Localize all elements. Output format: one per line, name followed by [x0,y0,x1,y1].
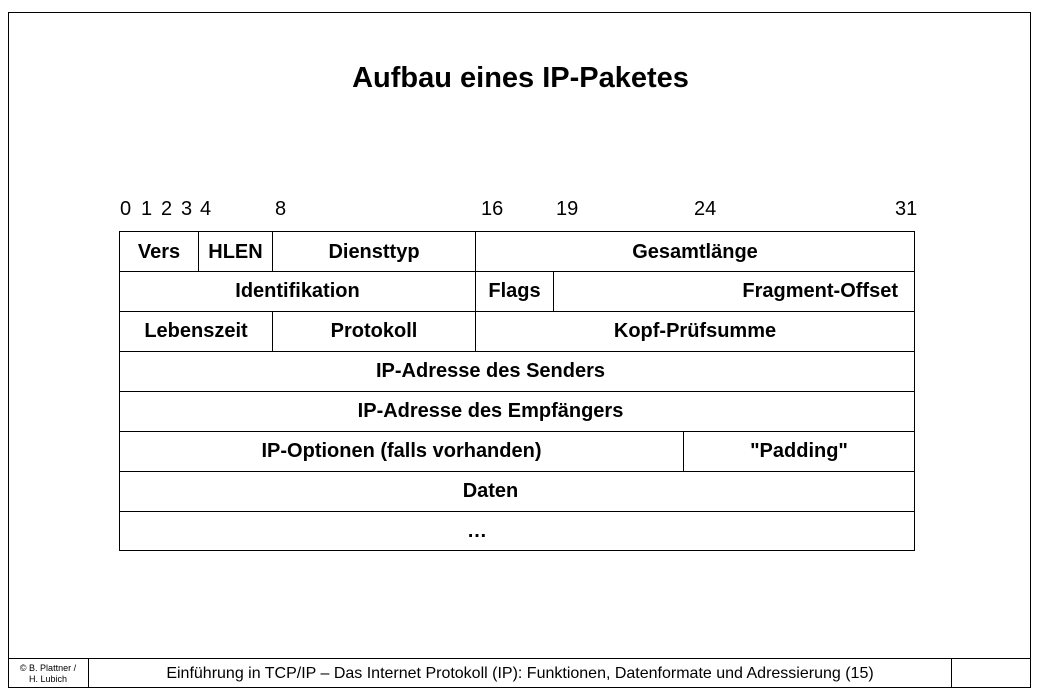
field-options: IP-Optionen (falls vorhanden) [261,440,542,462]
header-row-ttl [120,311,914,351]
field-service-type: Diensttyp [272,232,475,272]
copyright-line: H. Lubich [28,673,68,684]
field-ttl: Lebenszeit [144,320,248,342]
field-hlen: HLEN [198,232,272,272]
header-row-destination [120,391,914,431]
header-row-ellipsis [120,511,914,551]
header-row-data [120,471,914,511]
field-ellipsis: … [467,520,487,542]
field-fragment-offset: Fragment-Offset [553,272,914,311]
field-data: Daten [462,480,519,502]
field-identification: Identifikation [235,280,360,302]
field-source-address: IP-Adresse des Senders [376,360,605,382]
header-row-source [120,351,914,391]
field-protocol: Protokoll [272,312,475,351]
field-destination-address: IP-Adresse des Empfängers [357,400,624,422]
bit-number: 3 [181,198,193,220]
header-row-version [120,232,914,272]
field-padding: "Padding" [683,432,914,471]
bit-number: 19 [556,198,579,220]
copyright-line: © B. Plattner / [19,662,77,673]
header-row-identification [120,271,914,311]
course-title: Einführung in TCP/IP – Das Internet Protokoll (IP): Funktionen, Datenformate und Adressierung (15) [88,659,952,688]
bit-number: 31 [895,198,918,220]
slide-footer [8,658,1031,688]
field-header-checksum: Kopf-Prüfsumme [475,312,914,351]
bit-number: 16 [481,198,504,220]
bit-number: 24 [694,198,717,220]
header-row-options [120,431,914,471]
ip-header-table [119,231,915,551]
bit-number: 1 [141,198,153,220]
bit-number: 0 [120,198,132,220]
bit-number: 4 [200,198,212,220]
bit-number: 2 [161,198,173,220]
field-version: Vers [137,240,181,263]
slide-title: Aufbau eines IP-Paketes [352,62,689,94]
copyright-notice [8,659,88,688]
bit-number: 8 [275,198,287,220]
field-flags: Flags [475,272,553,311]
field-total-length: Gesamtlänge [475,232,914,272]
